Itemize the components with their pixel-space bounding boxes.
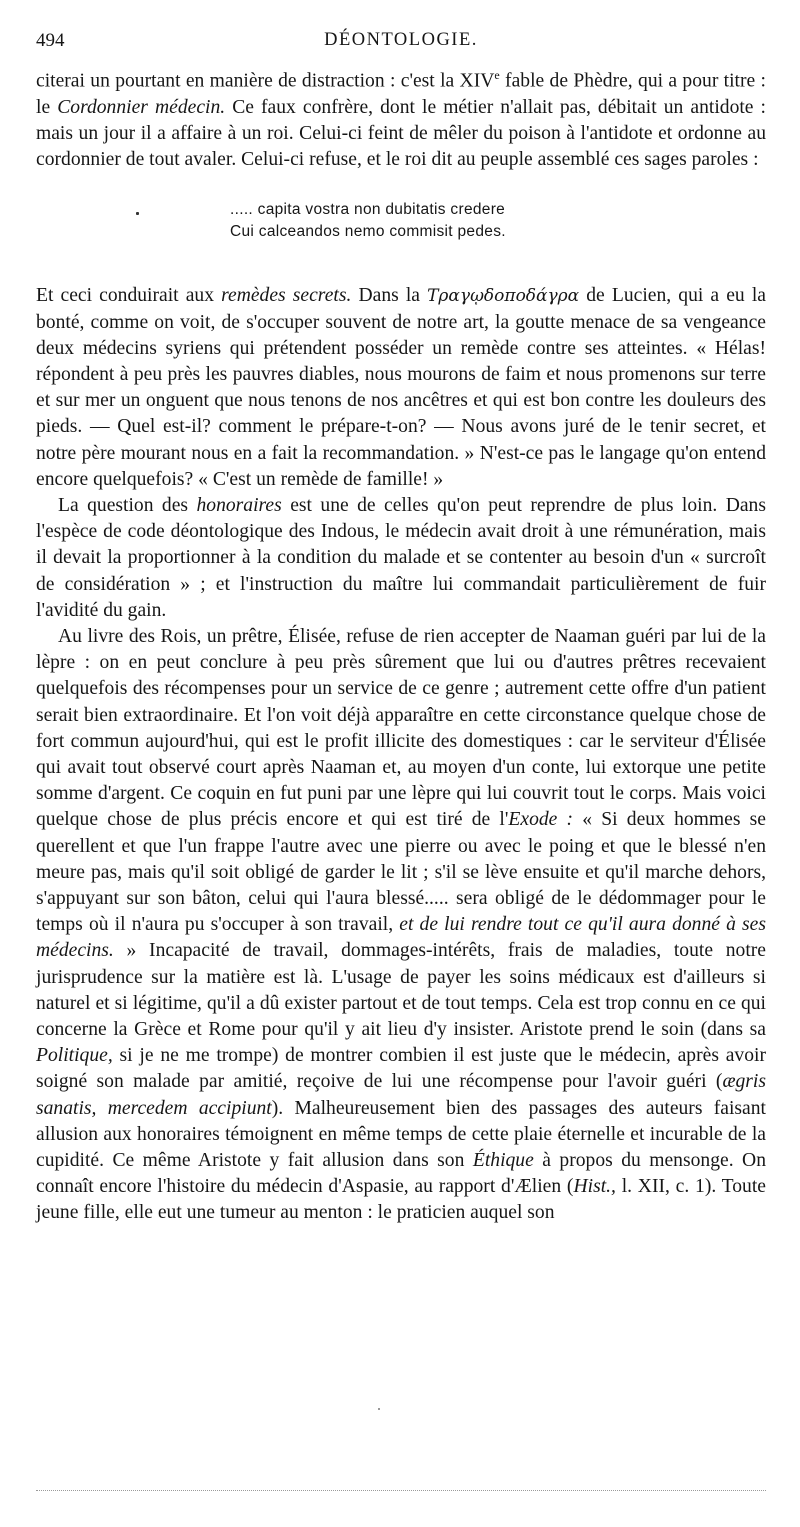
text-run: Dans la [351,285,428,307]
verse-quotation [230,199,766,243]
bottom-dotted-rule [36,1490,766,1491]
ink-speck [136,212,139,215]
italic-hist: Hist., [573,1176,616,1198]
italic-politique: Politique, [36,1045,113,1067]
text-run: si je ne me trompe) de montrer combien il est juste que le médecin, après avoir soigné son malade par amitié, reçoive de lui une récompense pour l'avoir guéri ( [36,1045,766,1093]
paragraph-honoraires [36,493,766,624]
text-run: l. XII, c. 1). Toute jeune fille, elle eut une tumeur au menton : le praticien auquel son [36,1176,766,1224]
italic-title-cordonnier: Cordonnier médecin. [57,96,226,118]
text-run: Et ceci conduirait aux [36,285,222,307]
italic-honoraires: honoraires [196,494,282,516]
superscript-e: e [494,68,500,82]
paragraph-phedre [36,62,766,173]
text-run: est une de celles qu'on peut reprendre de plus loin. Dans l'espèce de code déontologique des Indous, le médecin avait droit à une rémunération, mais il devait la proportionner à la condition du malade et se contenter au besoin d'un « surcroît de considération » ; et l'instruction du maître lui commandait particulièrement de fuir l'avidité du gain. [36,494,766,621]
text-run: de Lucien, qui a eu la bonté, comme on voit, de s'occuper souvent de notre art, la goutte menace de sa vengeance deux médecins syriens qui prétendent posséder un remède contre ses atteintes. « Hélas! répondent à peu près les pauvres diables, nous mourons de faim et nous promenons sur terre et sur mer un onguent que nous tenons de nos ancêtres et qui est bon contre les douleurs des pieds. — Quel est-il? comment le prépare-t-on? — Nous avons juré de le tenir secret, et notre père mourant nous en a fait la recommandation. » N'est-ce pas le langage qu'on entend encore quelquefois? « C'est un remède de famille! » [36,285,766,490]
paragraph-lucien [36,283,766,493]
text-run: Au livre des Rois, un prêtre, Élisée, refuse de rien accepter de Naaman guéri par lui de la lèpre : on en peut conclure à peu près sûrement que lui ou d'autres prêtres recevaient quelquefois des récompenses pour un service de ce genre ; autrement cette offre d'un patient serait bien extraordinaire. Et l'on voit déjà apparaître en cette circonstance quelque chose de fort commun aujourd'hui, qui est le profit illicite des domestiques : car le serviteur d'Élisée qui avait tout observé court après Naaman et, au moyen d'un conte, lui extorque une petite somme d'argent. Ce coquin en fut puni par une lèpre qui lui couvrit tout le corps. Mais voici quelque chose de plus précis encore et qui est tiré de l' [36,625,766,831]
page [36,30,766,1227]
text-run: » Incapacité de travail, dommages-intérêts, frais de maladies, toute notre jurisprudence sur la matière est là. L'usage de payer les soins médicaux est d'ailleurs si naturel et si légitime, qu'il a dû exister partout et de tout temps. Cela est trop connu en ce qui concerne la Grèce et Rome pour qu'il y ait lieu d'y insister. Aristote prend le soin (dans sa [36,940,766,1041]
italic-remedes-secrets: remèdes secrets. [221,285,352,307]
greek-title: Τραγῳδοποδάγρα [427,286,580,307]
ink-speck [378,1408,380,1410]
page-header [36,30,766,58]
verse-line-1: ..... capita vostra non dubitatis credere [230,201,506,219]
italic-exode: Exode : [508,809,574,831]
paragraph-livre-des-rois [36,624,766,1227]
verse-line-2: Cui calceandos nemo commisit pedes. [230,223,506,241]
text-run: citerai un pourtant en manière de distraction : c'est la XIV [36,70,495,92]
text-run: La question des [58,494,197,516]
text-run: ). Malheureusement bien des passages des auteurs faisant allusion aux honoraires témoignent en même temps de cette plaie éternelle et incurable de la cupidité. Ce même Aristote y fait allusion dans son [36,1097,766,1172]
text-run: « Si deux hommes se querellent et que l'un frappe l'autre avec une pierre ou avec le poing et que le blessé n'en meure pas, mais qu'il soit obligé de garder le lit ; s'il se lève ensuite et qu'il marche dehors, s'appuyant sur son bâton, celui qui l'aura blessé..... sera obligé de le dédommager pour le temps où il n'aura pu s'occuper à son travail, [36,809,766,936]
italic-ethique: Éthique [472,1150,534,1172]
text-run: à propos du mensonge. On connaît encore l'histoire du médecin d'Aspasie, au rapport d'Ælien ( [36,1150,766,1198]
text-run: Ce faux confrère, dont le métier n'allait pas, débitait un antidote : mais un jour il a affaire à un roi. Celui-ci feint de mêler du poison à l'antidote et ordonne au cordonnier de tout avaler. Celui-ci refuse, et le roi dit au peuple assemblé ces sages paroles : [36,96,766,171]
italic-latin-phrase: ægris sanatis, mercedem accipiunt [36,1071,766,1119]
text-run: fable de Phèdre, qui a pour titre : le [36,70,767,118]
italic-quotation-medecins: et de lui rendre tout ce qu'il aura donné à ses médecins. [36,914,766,962]
page-number: 494 [36,30,65,51]
running-title: DÉONTOLOGIE. [324,30,478,50]
